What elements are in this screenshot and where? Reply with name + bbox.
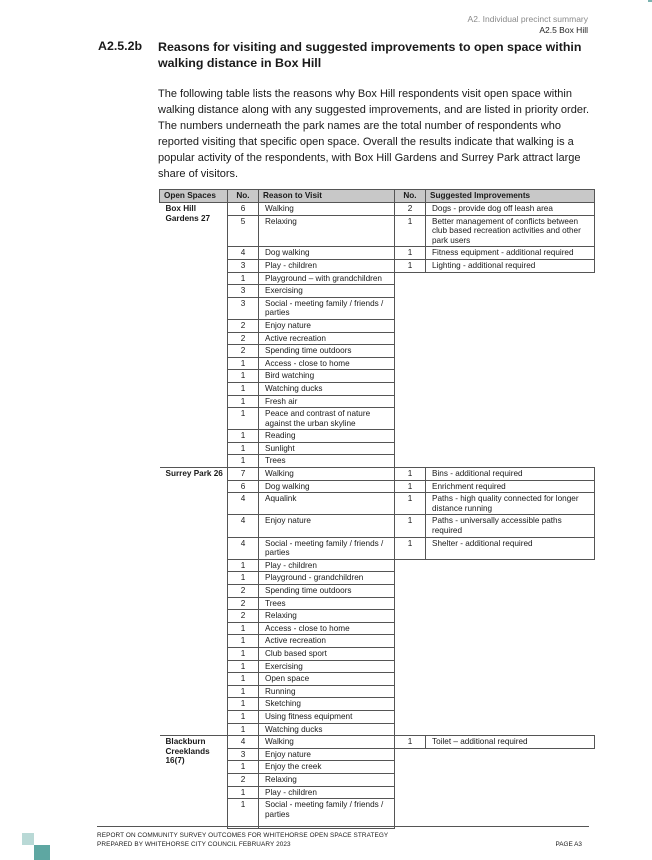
reason-count: 1 (228, 559, 259, 572)
reason-count: 4 (228, 515, 259, 537)
improvement-count: 2 (395, 203, 426, 216)
reasons-table (159, 189, 595, 829)
reason-text: Playground - grandchildren (259, 572, 395, 585)
footer-rule (97, 826, 589, 827)
reason-text: Active recreation (259, 332, 395, 345)
reason-count: 1 (228, 786, 259, 799)
reason-count: 1 (228, 723, 259, 736)
reason-count: 1 (228, 685, 259, 698)
reason-count: 7 (228, 468, 259, 481)
logo-square-light (22, 833, 34, 845)
improvement-text: Bins - additional required (426, 468, 595, 481)
reason-count: 4 (228, 247, 259, 260)
footer-prepared-by: PREPARED BY WHITEHORSE CITY COUNCIL FEBRUARY 2023 (97, 841, 291, 848)
reason-count: 1 (228, 647, 259, 660)
reason-count: 1 (228, 370, 259, 383)
improvement-count: 1 (395, 259, 426, 272)
reason-text: Fresh air (259, 395, 395, 408)
reason-count: 5 (228, 215, 259, 247)
reason-text: Access - close to home (259, 622, 395, 635)
reason-text: Watching ducks (259, 723, 395, 736)
col-no-improvements: No. (395, 190, 426, 203)
reason-count: 1 (228, 408, 259, 430)
reason-text: Spending time outdoors (259, 345, 395, 358)
table-header-row (160, 190, 595, 203)
improvement-count: 1 (395, 736, 426, 749)
reason-count: 2 (228, 610, 259, 623)
reason-text: Walking (259, 736, 395, 749)
open-space-name: Blackburn Creeklands 16(7) (160, 736, 228, 829)
reason-count: 6 (228, 480, 259, 493)
col-reason: Reason to Visit (259, 190, 395, 203)
reason-count: 1 (228, 660, 259, 673)
improvement-empty-cell (395, 748, 595, 829)
intro-paragraph: The following table lists the reasons why Box Hill respondents visit open space within walking distance along with any suggested improvements, and are listed in priority order. The numbers underneath the park names are the total number of respondents who reported visiting that specific open space. Overall the results indicate that walking is a popular activity of the respondents, with Box Hill Gardens and Surrey Park attract large share of visitors. (158, 88, 590, 180)
reason-text: Sketching (259, 698, 395, 711)
reason-count: 1 (228, 622, 259, 635)
reason-count: 1 (228, 357, 259, 370)
improvement-count: 1 (395, 515, 426, 537)
reason-count: 2 (228, 773, 259, 786)
improvement-text: Lighting - additional required (426, 259, 595, 272)
reason-text: Enjoy nature (259, 319, 395, 332)
col-suggested: Suggested Improvements (426, 190, 595, 203)
reason-count: 1 (228, 635, 259, 648)
reason-count: 4 (228, 537, 259, 559)
reason-text: Play - children (259, 786, 395, 799)
logo-square-dark (34, 845, 50, 860)
reason-count (228, 820, 259, 829)
reason-count: 2 (228, 332, 259, 345)
table-row (160, 468, 595, 481)
section-number: A2.5.2b (98, 39, 143, 53)
improvement-count: 1 (395, 215, 426, 247)
reason-text: Dog walking (259, 480, 395, 493)
reason-count: 2 (228, 345, 259, 358)
reason-text: Spending time outdoors (259, 585, 395, 598)
reason-text: Trees (259, 455, 395, 468)
reason-text: Relaxing (259, 773, 395, 786)
reason-count: 3 (228, 748, 259, 761)
reason-count: 3 (228, 259, 259, 272)
reason-text: Walking (259, 468, 395, 481)
reason-text: Enjoy the creek (259, 761, 395, 774)
reason-count: 3 (228, 285, 259, 298)
reason-text: Playground – with grandchildren (259, 272, 395, 285)
reason-text: Trees (259, 597, 395, 610)
improvement-count: 1 (395, 493, 426, 515)
reason-text: Reading (259, 430, 395, 443)
reason-text: Using fitness equipment (259, 710, 395, 723)
improvement-count: 1 (395, 480, 426, 493)
improvement-text: Fitness equipment - additional required (426, 247, 595, 260)
col-open-spaces: Open Spaces (160, 190, 228, 203)
improvement-count: 1 (395, 247, 426, 260)
table-row (160, 736, 595, 749)
reason-text: Enjoy nature (259, 748, 395, 761)
improvement-text: Dogs - provide dog off leash area (426, 203, 595, 216)
reason-count: 1 (240, 800, 246, 810)
reason-count: 2 (228, 597, 259, 610)
reason-count: 1 (228, 455, 259, 468)
reason-count: 4 (228, 736, 259, 749)
reason-text: Active recreation (259, 635, 395, 648)
reason-text: Watching ducks (259, 382, 395, 395)
reason-text: Walking (259, 203, 395, 216)
reason-text: Exercising (259, 285, 395, 298)
improvement-text: Paths - universally accessible paths required (426, 515, 595, 537)
reason-count: 1 (228, 698, 259, 711)
header-section: A2.5 Box Hill (539, 25, 588, 35)
reason-text: Relaxing (259, 610, 395, 623)
improvement-text: Toilet – additional required (426, 736, 595, 749)
table-row (160, 203, 595, 216)
reason-text: Club based sport (259, 647, 395, 660)
reason-count: 1 (228, 442, 259, 455)
reason-count: 1 (228, 430, 259, 443)
reason-text: Social - meeting family / friends / parties (259, 297, 395, 319)
reason-count: 1 (228, 673, 259, 686)
header-chapter: A2. Individual precinct summary (467, 14, 588, 24)
reason-count: 4 (228, 493, 259, 515)
reason-text: Open space (259, 673, 395, 686)
reason-text: Social - meeting family / friends / parties (259, 799, 395, 821)
reason-count: 1 (228, 382, 259, 395)
running-header (468, 14, 588, 36)
reason-count: 6 (228, 203, 259, 216)
reason-text: Bird watching (259, 370, 395, 383)
improvement-count: 1 (395, 468, 426, 481)
open-space-name: Box Hill Gardens 27 (160, 203, 228, 468)
improvement-text: Better management of conflicts between club based recreation activities and other park users (426, 215, 595, 247)
open-space-name: Surrey Park 26 (160, 468, 228, 736)
reason-count: 1 (228, 761, 259, 774)
corner-accent (648, 0, 652, 2)
reason-text: Peace and contrast of nature against the urban skyline (259, 408, 395, 430)
reason-text: Play - children (259, 259, 395, 272)
col-no-reasons: No. (228, 190, 259, 203)
reason-text: Play - children (259, 559, 395, 572)
improvement-text: Shelter - additional required (426, 537, 595, 559)
reason-text: Aqualink (259, 493, 395, 515)
improvement-empty-cell (395, 559, 595, 735)
improvement-count: 1 (395, 537, 426, 559)
reason-count: 1 (228, 710, 259, 723)
reason-count: 1 (228, 572, 259, 585)
reason-text: Social - meeting family / friends / parties (259, 537, 395, 559)
page-number: PAGE A3 (555, 841, 582, 848)
reason-text: Dog walking (259, 247, 395, 260)
reason-text: Sunlight (259, 442, 395, 455)
reason-text: Enjoy nature (259, 515, 395, 537)
reason-text: Exercising (259, 660, 395, 673)
reason-count: 2 (228, 319, 259, 332)
reason-text (259, 820, 395, 829)
reason-text: Relaxing (259, 215, 395, 247)
reason-text: Access - close to home (259, 357, 395, 370)
improvement-text: Enrichment required (426, 480, 595, 493)
reason-count: 1 (228, 272, 259, 285)
section-title: Reasons for visiting and suggested improvements to open space within walking distance in Box Hill (158, 40, 582, 70)
reason-count: 2 (228, 585, 259, 598)
reason-count: 1 (228, 395, 259, 408)
improvement-empty-cell (395, 272, 595, 468)
reason-count: 3 (228, 297, 259, 319)
improvement-text: Paths - high quality connected for longer distance running (426, 493, 595, 515)
footer-report-title: REPORT ON COMMUNITY SURVEY OUTCOMES FOR WHITEHORSE OPEN SPACE STRATEGY (97, 832, 389, 839)
reason-text: Running (259, 685, 395, 698)
